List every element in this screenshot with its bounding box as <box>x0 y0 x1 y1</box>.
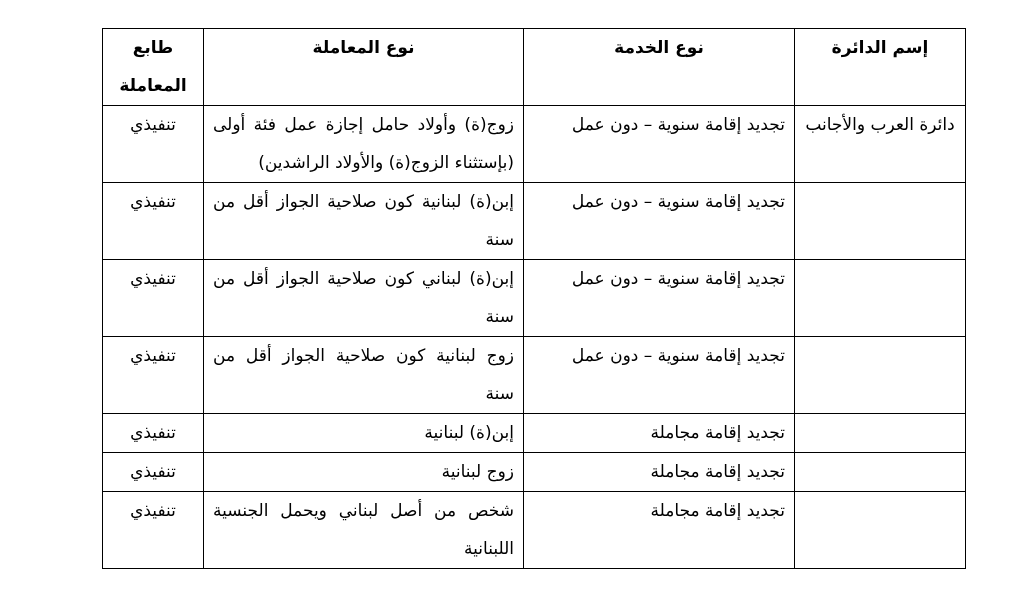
department-name-cell <box>795 453 966 492</box>
transaction-type-cell: إبن(ة) لبنانية كون صلاحية الجواز أقل من سنة <box>204 183 524 260</box>
column-header-department-name: إسم الدائرة <box>795 29 966 106</box>
service-type-cell: تجديد إقامة مجاملة <box>524 453 795 492</box>
department-name-cell <box>795 183 966 260</box>
transaction-stamp-cell: تنفيذي <box>103 260 204 337</box>
service-type-cell: تجديد إقامة سنوية – دون عمل <box>524 106 795 183</box>
residence-permit-services-table <box>102 28 966 569</box>
transaction-stamp-cell: تنفيذي <box>103 453 204 492</box>
column-header-transaction-type: نوع المعاملة <box>204 29 524 106</box>
column-header-transaction-stamp: طابع المعاملة <box>103 29 204 106</box>
transaction-stamp-cell: تنفيذي <box>103 492 204 569</box>
department-name-cell <box>795 260 966 337</box>
table-row <box>103 492 966 569</box>
header-row <box>103 29 966 106</box>
department-name-cell <box>795 492 966 569</box>
table-row <box>103 414 966 453</box>
service-type-cell: تجديد إقامة سنوية – دون عمل <box>524 183 795 260</box>
table-row <box>103 260 966 337</box>
transaction-stamp-cell: تنفيذي <box>103 337 204 414</box>
table-row <box>103 183 966 260</box>
transaction-type-cell: إبن(ة) لبناني كون صلاحية الجواز أقل من سنة <box>204 260 524 337</box>
column-header-service-type: نوع الخدمة <box>524 29 795 106</box>
transaction-stamp-cell: تنفيذي <box>103 414 204 453</box>
transaction-type-cell: زوج لبنانية كون صلاحية الجواز أقل من سنة <box>204 337 524 414</box>
table-row <box>103 337 966 414</box>
department-name-cell <box>795 337 966 414</box>
transaction-stamp-cell: تنفيذي <box>103 183 204 260</box>
service-type-cell: تجديد إقامة مجاملة <box>524 414 795 453</box>
transaction-type-cell: زوج لبنانية <box>204 453 524 492</box>
service-type-cell: تجديد إقامة مجاملة <box>524 492 795 569</box>
service-type-cell: تجديد إقامة سنوية – دون عمل <box>524 260 795 337</box>
department-name-cell: دائرة العرب والأجانب <box>795 106 966 183</box>
service-type-cell: تجديد إقامة سنوية – دون عمل <box>524 337 795 414</box>
table-row <box>103 453 966 492</box>
transaction-stamp-cell: تنفيذي <box>103 106 204 183</box>
table-row <box>103 106 966 183</box>
department-name-cell <box>795 414 966 453</box>
transaction-type-cell: إبن(ة) لبنانية <box>204 414 524 453</box>
transaction-type-cell: شخص من أصل لبناني ويحمل الجنسية اللبنانية <box>204 492 524 569</box>
transaction-type-cell: زوج(ة) وأولاد حامل إجازة عمل فئة أولى (بإستثناء الزوج(ة) والأولاد الراشدين) <box>204 106 524 183</box>
